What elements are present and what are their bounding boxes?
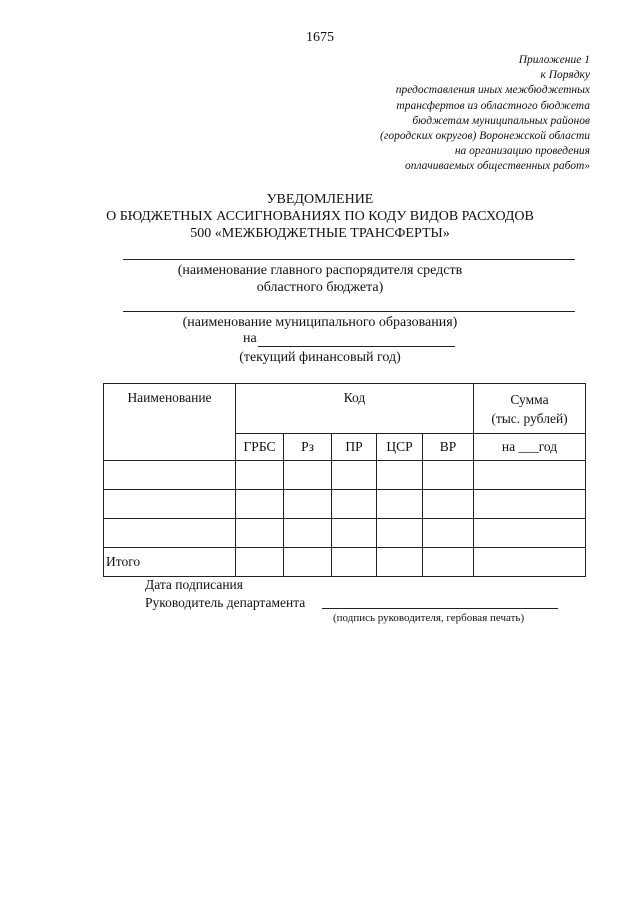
total-label: Итого [104,548,236,577]
table-cell [284,461,332,490]
budget-table [103,383,586,577]
table-cell [332,490,377,519]
title-line: О БЮДЖЕТНЫХ АССИГНОВАНИЯХ ПО КОДУ ВИДОВ РАСХОДОВ [106,209,534,224]
code-rz: Рз [284,434,332,461]
table-cell [423,519,474,548]
signature-caption: (подпись руководителя, гербовая печать) [333,612,525,624]
municipality-caption [0,314,640,331]
table-cell [236,490,284,519]
appendix-line: Приложение 1 [518,54,590,66]
year-label: на [243,331,257,346]
table-cell [236,519,284,548]
table-cell [474,461,586,490]
appendix-reference [290,53,590,175]
distributor-caption [0,262,640,296]
code-header: Код [236,384,474,434]
code-grbs: ГРБС [236,434,284,461]
table-row [104,490,586,519]
sum-header-line: Сумма [510,392,549,407]
table-cell [423,548,474,577]
table-cell [236,461,284,490]
code-csr: ЦСР [377,434,423,461]
table-cell [377,461,423,490]
caption-line: (наименование муниципального образования) [182,315,458,330]
distributor-name-line [123,259,575,260]
appendix-line: к Порядку [540,69,590,82]
table-row [104,519,586,548]
table-cell [284,548,332,577]
page-number: 1675 [306,30,334,45]
year-caption [0,349,640,366]
signing-date-label: Дата подписания [145,577,243,592]
caption-line: (текущий финансовый год) [239,350,401,365]
signature-line [322,608,558,609]
year-line [258,346,455,347]
table-cell [377,548,423,577]
table-row [104,461,586,490]
table-cell [474,548,586,577]
sum-header-line: (тыс. рублей) [491,411,568,426]
table-cell [284,519,332,548]
caption-line: (наименование главного распорядителя средств [177,263,463,278]
table-cell [423,461,474,490]
table-cell [332,461,377,490]
document-title [0,191,640,242]
sum-year-header: на ___год [474,434,586,461]
appendix-line: трансфертов из областного бюджета [396,99,590,112]
table-cell [104,490,236,519]
caption-line: областного бюджета) [256,280,384,295]
table-cell [474,490,586,519]
table-cell [377,519,423,548]
table-cell [284,490,332,519]
appendix-line: предоставления иных межбюджетных [395,84,590,97]
table-cell [377,490,423,519]
municipality-name-line [123,311,575,312]
table-cell [423,490,474,519]
table-cell [332,519,377,548]
appendix-line: на организацию проведения [454,145,590,158]
appendix-line: бюджетам муниципальных районов [412,114,590,127]
table-cell [104,519,236,548]
sum-header [474,384,586,434]
name-header: Наименование [104,384,236,461]
code-vr: ВР [423,434,474,461]
table-cell [104,461,236,490]
table-total-row [104,548,586,577]
title-line: 500 «МЕЖБЮДЖЕТНЫЕ ТРАНСФЕРТЫ» [190,226,450,241]
table-cell [332,548,377,577]
appendix-line: оплачиваемых общественных работ» [405,160,590,173]
table-cell [474,519,586,548]
table-header-row [104,384,586,434]
title-line: УВЕДОМЛЕНИЕ [266,192,374,207]
code-pr: ПР [332,434,377,461]
appendix-line: (городских округов) Воронежской области [380,130,590,143]
table-cell [236,548,284,577]
department-head-label: Руководитель департамента [145,595,306,610]
